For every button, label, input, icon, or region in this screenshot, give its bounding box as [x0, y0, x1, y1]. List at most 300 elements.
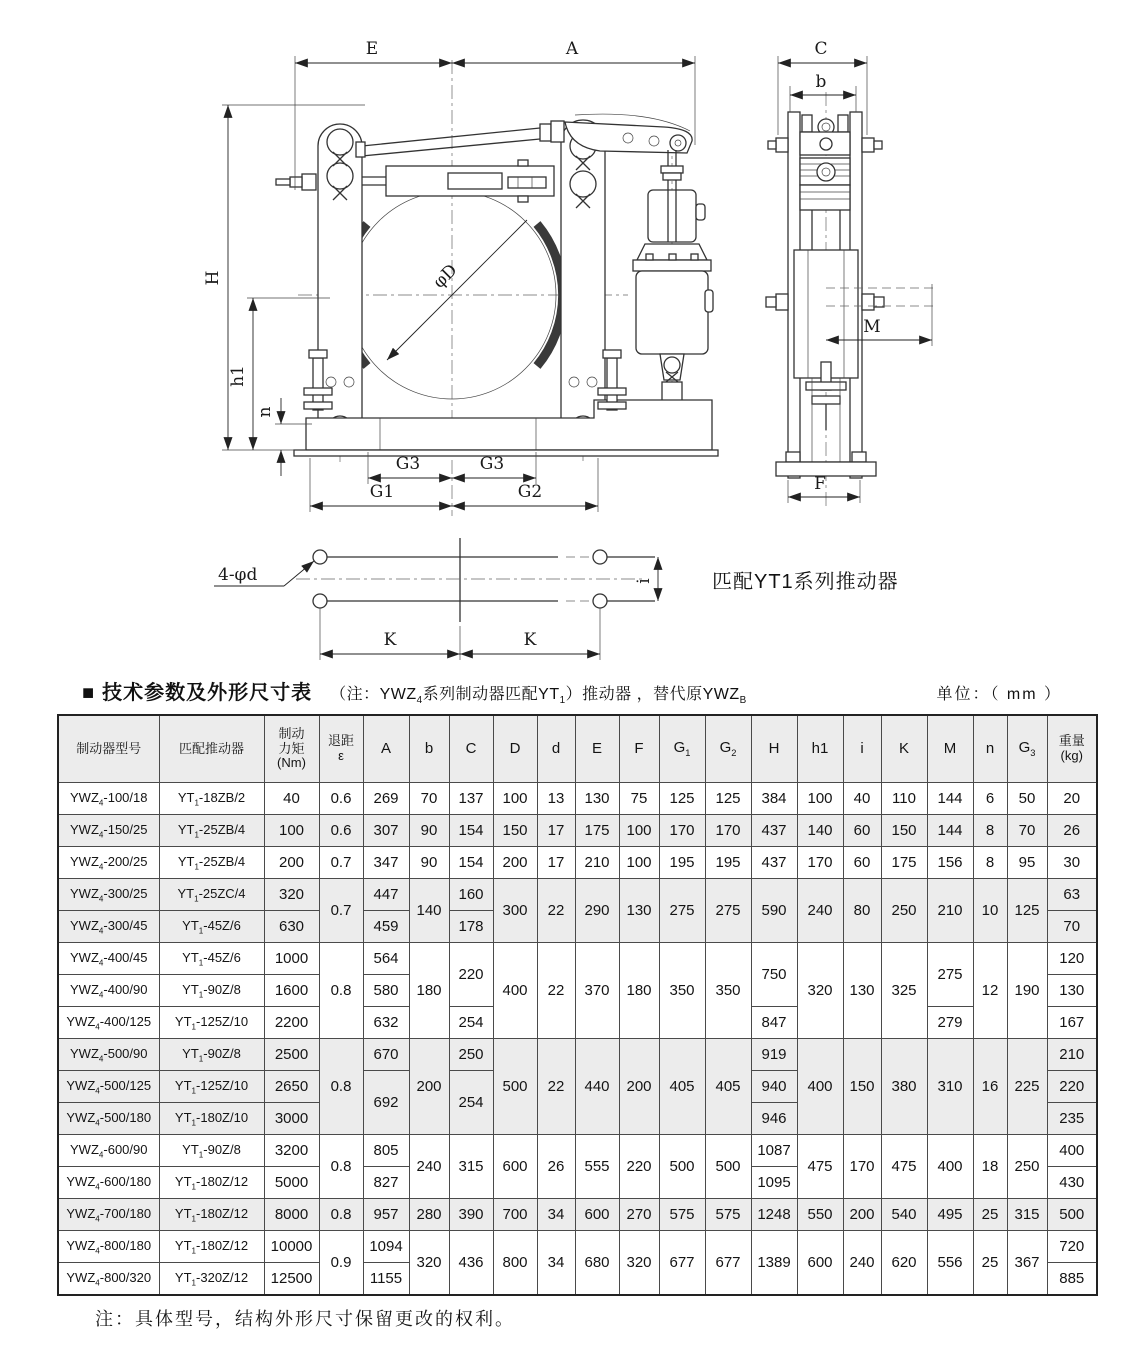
cell: 167: [1047, 1007, 1097, 1039]
cell: 677: [659, 1231, 705, 1296]
cell: 200: [493, 847, 537, 879]
cell: 290: [575, 879, 619, 943]
cell: $YWZ_4-300/25$: [58, 879, 159, 911]
cell: 130: [843, 943, 881, 1039]
cell: 0.8: [319, 1199, 363, 1231]
cell: 632: [363, 1007, 409, 1039]
cell: 0.6: [319, 815, 363, 847]
cell: 100: [264, 815, 319, 847]
column-header: A: [363, 715, 409, 783]
cell: 1248: [751, 1199, 797, 1231]
cell: 26: [537, 1135, 575, 1199]
cell: 315: [449, 1135, 493, 1199]
dim-label-b: b: [815, 72, 827, 92]
cell: $YWZ_4-500/90$: [58, 1039, 159, 1071]
cell: 275: [927, 943, 973, 1007]
cell: 307: [363, 815, 409, 847]
cell: 564: [363, 943, 409, 975]
column-header: K: [881, 715, 927, 783]
cell: 154: [449, 847, 493, 879]
cell: 210: [927, 879, 973, 943]
right-arm: [561, 120, 605, 446]
section-title-bar: [82, 676, 1062, 706]
column-header: C: [449, 715, 493, 783]
cell: 550: [797, 1199, 843, 1231]
cell: 1094: [363, 1231, 409, 1263]
bolt-hole: [313, 550, 327, 564]
mounting-plan-view: [214, 538, 899, 660]
cell: 70: [1047, 911, 1097, 943]
cell: 3200: [264, 1135, 319, 1167]
dim-label-g3-left: G3: [395, 454, 421, 474]
cell: 250: [449, 1039, 493, 1071]
cell: 279: [927, 1007, 973, 1039]
cell: 240: [797, 879, 843, 943]
cell: $YWZ_4-500/180$: [58, 1103, 159, 1135]
cell: 195: [659, 847, 705, 879]
cell: 320: [409, 1231, 449, 1296]
cell: 200: [843, 1199, 881, 1231]
cell: $YWZ_4-400/125$: [58, 1007, 159, 1039]
cell: 144: [927, 783, 973, 815]
column-header: d: [537, 715, 575, 783]
cell: 946: [751, 1103, 797, 1135]
cell: $YT_1-320Z/12$: [159, 1263, 264, 1296]
dim-label-n: n: [255, 406, 275, 418]
cell: 475: [797, 1135, 843, 1199]
cell: 140: [797, 815, 843, 847]
cell: 130: [619, 879, 659, 943]
column-header: 重量 (kg): [1047, 715, 1097, 783]
dim-label-k-right: K: [523, 630, 537, 650]
cell: $YWZ_4-150/25$: [58, 815, 159, 847]
cell: 885: [1047, 1263, 1097, 1296]
cell: $YWZ_4-500/125$: [58, 1071, 159, 1103]
cell: 347: [363, 847, 409, 879]
cell: 3000: [264, 1103, 319, 1135]
cell: 175: [575, 815, 619, 847]
cell: 957: [363, 1199, 409, 1231]
cell: 144: [927, 815, 973, 847]
cell: 315: [1007, 1199, 1047, 1231]
cell: 600: [797, 1231, 843, 1296]
cell: 220: [1047, 1071, 1097, 1103]
column-header: H: [751, 715, 797, 783]
cell: 500: [705, 1135, 751, 1199]
cell: 12500: [264, 1263, 319, 1296]
cell: 80: [843, 879, 881, 943]
cell: 178: [449, 911, 493, 943]
cell: $YWZ_4-800/320$: [58, 1263, 159, 1296]
cell: 70: [409, 783, 449, 815]
cell: 22: [537, 943, 575, 1039]
cell: 156: [927, 847, 973, 879]
cell: 17: [537, 847, 575, 879]
cell: 400: [927, 1135, 973, 1199]
cell: 1000: [264, 943, 319, 975]
cell: 137: [449, 783, 493, 815]
cell: 269: [363, 783, 409, 815]
cell: 160: [449, 879, 493, 911]
cell: 125: [1007, 879, 1047, 943]
cell: $YT_1-90Z/8$: [159, 1135, 264, 1167]
cell: 16: [973, 1039, 1007, 1135]
cell: $YT_1-180Z/12$: [159, 1199, 264, 1231]
cell: 437: [751, 847, 797, 879]
cell: 26: [1047, 815, 1097, 847]
cell: 120: [1047, 943, 1097, 975]
cell: $YWZ_4-200/25$: [58, 847, 159, 879]
cell: 384: [751, 783, 797, 815]
column-header: n: [973, 715, 1007, 783]
cell: 250: [881, 879, 927, 943]
cell: 130: [575, 783, 619, 815]
dim-label-h1: h1: [228, 365, 248, 387]
thruster: [633, 150, 713, 420]
cell: 200: [264, 847, 319, 879]
cell: 555: [575, 1135, 619, 1199]
cell: 30: [1047, 847, 1097, 879]
cell: 0.6: [319, 783, 363, 815]
column-header: i: [843, 715, 881, 783]
cell: 240: [843, 1231, 881, 1296]
cell: 620: [881, 1231, 927, 1296]
table-row: [58, 847, 1097, 879]
cell: 170: [797, 847, 843, 879]
cell: 150: [843, 1039, 881, 1135]
column-header: D: [493, 715, 537, 783]
cell: 0.8: [319, 943, 363, 1039]
cell: 210: [575, 847, 619, 879]
dim-label-a: A: [565, 39, 579, 59]
cell: 170: [659, 815, 705, 847]
header-row: [58, 715, 1097, 783]
cell: 447: [363, 879, 409, 911]
cell: 750: [751, 943, 797, 1007]
cell: 600: [493, 1135, 537, 1199]
column-header: 制动器型号: [58, 715, 159, 783]
bolt-hole: [313, 594, 327, 608]
cell: 8: [973, 847, 1007, 879]
cell: 440: [575, 1039, 619, 1135]
cell: 400: [1047, 1135, 1097, 1167]
cell: 8000: [264, 1199, 319, 1231]
cell: 63: [1047, 879, 1097, 911]
cell: $YT_1-45Z/6$: [159, 911, 264, 943]
cell: 367: [1007, 1231, 1047, 1296]
cell: 6: [973, 783, 1007, 815]
cell: 1087: [751, 1135, 797, 1167]
cell: 10000: [264, 1231, 319, 1263]
cell: 500: [659, 1135, 705, 1199]
dim-label-bolt-holes: 4-φd: [218, 565, 258, 585]
cell: 437: [751, 815, 797, 847]
cell: 459: [363, 911, 409, 943]
cell: 140: [409, 879, 449, 943]
cell: 940: [751, 1071, 797, 1103]
cell: 175: [881, 847, 927, 879]
cell: 170: [705, 815, 751, 847]
cell: 90: [409, 815, 449, 847]
cell: 75: [619, 783, 659, 815]
cell: 235: [1047, 1103, 1097, 1135]
cell: 320: [619, 1231, 659, 1296]
cell: 13: [537, 783, 575, 815]
cell: 0.7: [319, 847, 363, 879]
cell: 320: [264, 879, 319, 911]
column-header: M: [927, 715, 973, 783]
cell: 10: [973, 879, 1007, 943]
cell: 2650: [264, 1071, 319, 1103]
table-row: [58, 1231, 1097, 1263]
column-header: 退距 ε: [319, 715, 363, 783]
table-row: [58, 783, 1097, 815]
cell: 0.8: [319, 1135, 363, 1199]
cell: 60: [843, 815, 881, 847]
table-row: [58, 815, 1097, 847]
cell: 34: [537, 1199, 575, 1231]
cell: 150: [881, 815, 927, 847]
cell: 590: [751, 879, 797, 943]
cell: 110: [881, 783, 927, 815]
cell: 495: [927, 1199, 973, 1231]
thruster-note: 匹配YT1系列推动器: [712, 571, 899, 593]
cell: 12: [973, 943, 1007, 1039]
cell: 380: [881, 1039, 927, 1135]
column-header: b: [409, 715, 449, 783]
cell: 180: [409, 943, 449, 1039]
cell: $YWZ_4-400/45$: [58, 943, 159, 975]
cell: $YWZ_4-400/90$: [58, 975, 159, 1007]
cell: 130: [1047, 975, 1097, 1007]
cell: $YWZ_4-600/90$: [58, 1135, 159, 1167]
cell: 0.9: [319, 1231, 363, 1296]
cell: 8: [973, 815, 1007, 847]
dim-label-c: C: [814, 39, 828, 59]
cell: 1095: [751, 1167, 797, 1199]
cell: 0.7: [319, 879, 363, 943]
column-header: $G_2$: [705, 715, 751, 783]
cell: $YT_1-25ZC/4$: [159, 879, 264, 911]
cell: 275: [705, 879, 751, 943]
unit-label: 单位：（ mm ）: [936, 686, 1062, 703]
table-head: [58, 715, 1097, 783]
column-header: 匹配推动器: [159, 715, 264, 783]
cell: 1600: [264, 975, 319, 1007]
table-row: [58, 1199, 1097, 1231]
cell: $YWZ_4-800/180$: [58, 1231, 159, 1263]
cell: 556: [927, 1231, 973, 1296]
cell: 405: [705, 1039, 751, 1135]
tie-rod: [356, 121, 564, 157]
cell: 22: [537, 1039, 575, 1135]
cell: $YWZ_4-100/18$: [58, 783, 159, 815]
cell: 805: [363, 1135, 409, 1167]
cell: 320: [797, 943, 843, 1039]
dim-label-g1: G1: [369, 482, 395, 502]
cell: 40: [843, 783, 881, 815]
bolt-hole: [593, 550, 607, 564]
cell: 100: [619, 815, 659, 847]
cell: 254: [449, 1071, 493, 1135]
parameters-table: [57, 714, 1098, 1296]
cell: 500: [1047, 1199, 1097, 1231]
dim-label-g3-right: G3: [479, 454, 505, 474]
cell: 600: [575, 1199, 619, 1231]
dim-label-phi-d: φD: [429, 260, 462, 293]
cell: 90: [409, 847, 449, 879]
cell: 280: [409, 1199, 449, 1231]
cell: 500: [493, 1039, 537, 1135]
cell: 270: [619, 1199, 659, 1231]
cell: 540: [881, 1199, 927, 1231]
cell: 25: [973, 1199, 1007, 1231]
cell: $YWZ_4-700/180$: [58, 1199, 159, 1231]
cell: $YT_1-125Z/10$: [159, 1007, 264, 1039]
cell: 95: [1007, 847, 1047, 879]
cell: 154: [449, 815, 493, 847]
cell: 580: [363, 975, 409, 1007]
cell: 919: [751, 1039, 797, 1071]
cell: 700: [493, 1199, 537, 1231]
cell: 300: [493, 879, 537, 943]
cell: $YT_1-45Z/6$: [159, 943, 264, 975]
cell: 220: [449, 943, 493, 1007]
table-row: [58, 1039, 1097, 1071]
column-header: E: [575, 715, 619, 783]
cell: 125: [705, 783, 751, 815]
cell: 436: [449, 1231, 493, 1296]
cell: 18: [973, 1135, 1007, 1199]
cell: 200: [409, 1039, 449, 1135]
cell: $YT_1-180Z/12$: [159, 1167, 264, 1199]
cell: 220: [619, 1135, 659, 1199]
table-body: [58, 783, 1097, 1296]
cell: 677: [705, 1231, 751, 1296]
cell: 254: [449, 1007, 493, 1039]
cell: 195: [705, 847, 751, 879]
cell: $YT_1-90Z/8$: [159, 1039, 264, 1071]
cell: 17: [537, 815, 575, 847]
cell: 720: [1047, 1231, 1097, 1263]
cell: 60: [843, 847, 881, 879]
table-row: [58, 943, 1097, 975]
footnote: 注：具体型号，结构外形尺寸保留更改的权利。: [95, 1309, 515, 1329]
cell: $YT_1-25ZB/4$: [159, 847, 264, 879]
title-bullet-icon: ■: [82, 682, 95, 704]
cell: 250: [1007, 1135, 1047, 1199]
cell: 0.8: [319, 1039, 363, 1135]
cell: 225: [1007, 1039, 1047, 1135]
cell: $YWZ_4-600/180$: [58, 1167, 159, 1199]
front-view: [203, 39, 718, 516]
cell: 370: [575, 943, 619, 1039]
cell: $YWZ_4-300/45$: [58, 911, 159, 943]
cell: 350: [705, 943, 751, 1039]
cell: 2500: [264, 1039, 319, 1071]
cell: 400: [493, 943, 537, 1039]
cell: 34: [537, 1231, 575, 1296]
cell: 100: [493, 783, 537, 815]
dim-label-e: E: [365, 39, 379, 59]
section-title: 技术参数及外形尺寸表: [102, 682, 313, 704]
cell: 827: [363, 1167, 409, 1199]
cell: 200: [619, 1039, 659, 1135]
cell: 575: [659, 1199, 705, 1231]
cell: 70: [1007, 815, 1047, 847]
column-header: F: [619, 715, 659, 783]
table-row: [58, 1135, 1097, 1167]
cell: 350: [659, 943, 705, 1039]
cell: $YT_1-90Z/8$: [159, 975, 264, 1007]
cell: 800: [493, 1231, 537, 1296]
cell: $YT_1-180Z/10$: [159, 1103, 264, 1135]
dim-label-i: i: [634, 578, 654, 584]
column-header: 制动 力矩 (Nm): [264, 715, 319, 783]
cell: $YT_1-125Z/10$: [159, 1071, 264, 1103]
cell: 680: [575, 1231, 619, 1296]
dim-label-m: M: [863, 317, 881, 337]
column-header: $G_1$: [659, 715, 705, 783]
cell: 20: [1047, 783, 1097, 815]
column-header: h1: [797, 715, 843, 783]
cell: 50: [1007, 783, 1047, 815]
cell: 210: [1047, 1039, 1097, 1071]
cell: 390: [449, 1199, 493, 1231]
cell: 170: [843, 1135, 881, 1199]
technical-drawing: [0, 0, 1145, 668]
cell: 310: [927, 1039, 973, 1135]
cell: 25: [973, 1231, 1007, 1296]
table-row: [58, 879, 1097, 911]
cell: 2200: [264, 1007, 319, 1039]
cell: $YT_1-25ZB/4$: [159, 815, 264, 847]
cell: 190: [1007, 943, 1047, 1039]
cell: 325: [881, 943, 927, 1039]
cell: 1155: [363, 1263, 409, 1296]
column-header: $G_3$: [1007, 715, 1047, 783]
cell: 100: [619, 847, 659, 879]
cell: 275: [659, 879, 705, 943]
cell: 125: [659, 783, 705, 815]
cell: 22: [537, 879, 575, 943]
cell: 240: [409, 1135, 449, 1199]
dim-label-f: F: [814, 474, 826, 494]
cell: 475: [881, 1135, 927, 1199]
section-subtitle: （注：$YWZ_4$系列制动器匹配$YT_1$）推动器 ，替代原$YWZ_B$: [330, 686, 747, 707]
cell: $YT_1-18ZB/2$: [159, 783, 264, 815]
cell: 5000: [264, 1167, 319, 1199]
cell: 100: [797, 783, 843, 815]
cell: 1389: [751, 1231, 797, 1296]
cell: 405: [659, 1039, 705, 1135]
dim-label-g2: G2: [517, 482, 543, 502]
dim-label-h: H: [203, 270, 223, 286]
cell: $YT_1-180Z/12$: [159, 1231, 264, 1263]
cell: 430: [1047, 1167, 1097, 1199]
cell: 40: [264, 783, 319, 815]
cell: 847: [751, 1007, 797, 1039]
bolt-hole: [593, 594, 607, 608]
cell: 575: [705, 1199, 751, 1231]
side-view: [766, 39, 938, 508]
cell: 400: [797, 1039, 843, 1135]
cell: 670: [363, 1039, 409, 1071]
cell: 180: [619, 943, 659, 1039]
cell: 692: [363, 1071, 409, 1135]
cell: 630: [264, 911, 319, 943]
cell: 150: [493, 815, 537, 847]
